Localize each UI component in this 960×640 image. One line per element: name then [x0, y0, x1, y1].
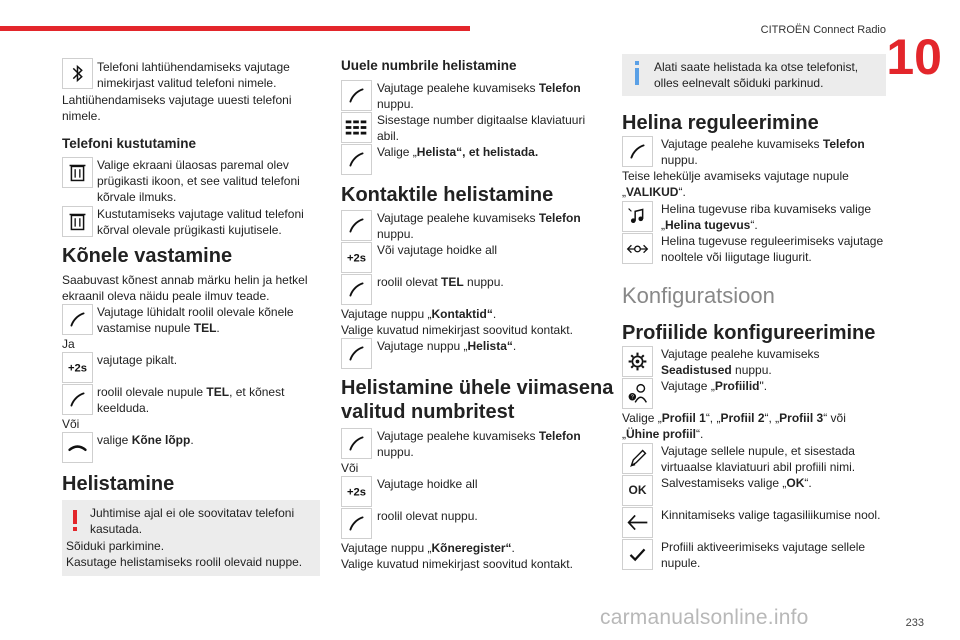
calling-heading: Helistamine — [62, 473, 175, 495]
new-number-heading: Uuele numbrile helistamine — [341, 58, 517, 73]
phone-handset-icon — [62, 384, 93, 415]
prof-para-1: Valige „Profiil 1“, „Profiil 2“, „Profiil 3“ või „Ühine profiil“. — [622, 411, 846, 441]
svg-text:+2s: +2s — [346, 252, 367, 265]
answer-text-1: Vajutage lühidalt roolil olevale kõnele vastamise nupule TEL. — [97, 305, 294, 335]
warning-line-3: Kasutage helistamiseks roolil olevaid nuppe. — [66, 555, 303, 569]
info-notice — [622, 54, 886, 96]
header-red-bar — [0, 26, 470, 31]
prof-text-1: Vajutage pealehe kuvamiseks Seadistused nuppu. — [661, 347, 820, 377]
chapter-number: 10 — [886, 29, 942, 85]
contact-para-1: Vajutage nuppu „Kontaktid“. — [341, 307, 497, 321]
recent-text-1: Vajutage pealehe kuvamiseks Telefon nuppu. — [377, 429, 581, 459]
answer-text-4: valige Kõne lõpp. — [97, 433, 194, 447]
contact-call-heading: Kontaktile helistamine — [341, 184, 554, 206]
delete-text-2: Kustutamiseks vajutage valitud telefoni kõrval olevale prügikasti kujutisele. — [97, 207, 304, 237]
answer-voi: Või — [62, 417, 80, 431]
recent-text-3: roolil olevat nuppu. — [377, 509, 478, 523]
recent-para-2: Valige kuvatud nimekirjast soovitud kontakt. — [341, 557, 573, 571]
new-text-1: Vajutage pealehe kuvamiseks Telefon nuppu. — [377, 81, 581, 111]
disconnect-text: Telefoni lahtiühendamiseks vajutage nimekirjast valitud telefoni nimele. — [97, 60, 290, 90]
delete-phone-heading: Telefoni kustutamine — [62, 136, 197, 151]
ring-text-2: Helina tugevuse riba kuvamiseks valige „Helina tugevus“. — [661, 202, 872, 232]
edit-pencil-icon — [622, 443, 653, 474]
gear-icon — [622, 346, 653, 377]
recent-call-heading-line-1: Helistamine ühele viimasena — [341, 377, 614, 399]
recent-text-2: Vajutage hoidke all — [377, 477, 478, 491]
disconnect-again-text: Lahtiühendamiseks vajutage uuesti telefoni nimele. — [62, 93, 292, 123]
svg-text:+2s: +2s — [346, 486, 367, 499]
answer-text-3: roolil olevale nupule TEL, et kõnest keelduda. — [97, 385, 285, 415]
new-text-2: Sisestage number digitaalse klaviatuuri abil. — [377, 113, 586, 143]
warning-line-2: Sõiduki parkimine. — [66, 539, 165, 553]
prof-text-5: Kinnitamiseks valige tagasiliikumise nool. — [661, 508, 881, 522]
info-text: Alati saate helistada ka otse telefonist, olles eelnevalt sõiduki parkinud. — [654, 60, 859, 90]
warning-notice — [62, 500, 320, 576]
checkmark-icon — [622, 539, 653, 570]
bluetooth-icon — [62, 58, 93, 89]
info-icon — [634, 61, 640, 85]
answer-call-heading: Kõnele vastamine — [62, 245, 233, 267]
ringtone-volume-icon — [622, 201, 653, 232]
ok-label: OK — [628, 483, 647, 497]
phone-handset-icon — [622, 136, 653, 167]
prof-text-3: Vajutage sellele nupule, et sisestada virtuaalse klaviatuuri abil profiili nimi. — [661, 444, 856, 474]
phone-handset-icon — [341, 210, 372, 241]
contact-para-2: Valige kuvatud nimekirjast soovitud kontakt. — [341, 323, 573, 337]
answer-intro: Saabuvast kõnest annab märku helin ja hetkel ekraanil oleva näidu peale ilmuv teade. — [62, 273, 308, 303]
recent-para-1: Vajutage nuppu „Kõneregister“. — [341, 541, 515, 555]
keypad-icon — [341, 112, 372, 143]
phone-handset-icon — [341, 144, 372, 175]
delete-text-1: Valige ekraani ülaosas paremal olev prügikasti ikoon, et see valitud telefoni kõrvale ilmuks. — [97, 158, 300, 204]
next-previous-button-icon — [341, 476, 372, 507]
hang-up-icon — [62, 432, 93, 463]
ring-para-1: Teise lehekülje avamiseks vajutage nupule „VALIKUD“. — [622, 169, 849, 199]
slider-arrows-icon — [622, 233, 653, 264]
profiles-icon — [622, 378, 653, 409]
phone-handset-icon — [341, 428, 372, 459]
contact-text-3: roolil olevat TEL nuppu. — [377, 275, 504, 289]
prof-text-4: Salvestamiseks valige „OK“. — [661, 476, 812, 490]
next-previous-button-icon — [341, 242, 372, 273]
recent-voi: Või — [341, 461, 359, 475]
ring-text-1: Vajutage pealehe kuvamiseks Telefon nuppu. — [661, 137, 865, 167]
prof-text-2: Vajutage „Profiilid". — [661, 379, 768, 393]
contact-text-2: Või vajutage hoidke all — [377, 243, 498, 257]
recent-call-heading-line-2: valitud numbritest — [341, 401, 515, 423]
warning-line-1: Juhtimise ajal ei ole soovitatav telefoni kasutada. — [90, 506, 295, 536]
phone-handset-icon — [341, 274, 372, 305]
new-text-3: Valige „Helista“, et helistada. — [377, 145, 539, 159]
phone-handset-icon — [341, 338, 372, 369]
svg-text:?: ? — [630, 394, 634, 401]
page-number: 233 — [905, 617, 924, 629]
profiles-heading: Profiilide konfigureerimine — [622, 322, 876, 344]
prof-text-6: Profiili aktiveerimiseks vajutage sellele nupule. — [661, 540, 866, 570]
trash-icon — [62, 206, 93, 237]
answer-text-2: vajutage pikalt. — [97, 353, 178, 367]
back-arrow-icon — [622, 507, 653, 538]
header-title: CITROËN Connect Radio — [760, 24, 886, 36]
ring-text-3: Helina tugevuse reguleerimiseks vajutage nooltele või liigutage liugurit. — [661, 234, 884, 264]
phone-handset-icon — [341, 508, 372, 539]
answer-ja: Ja — [62, 337, 75, 351]
configuration-heading: Konfiguratsioon — [622, 283, 775, 308]
svg-text:+2s: +2s — [67, 362, 88, 375]
watermark: carmanualsonline.info — [600, 606, 809, 629]
phone-handset-icon — [62, 304, 93, 335]
warning-icon — [72, 510, 78, 532]
trash-icon — [62, 157, 93, 188]
ringtone-heading: Helina reguleerimine — [622, 112, 819, 134]
contact-text-4: Vajutage nuppu „Helista“. — [377, 339, 517, 353]
contact-text-1: Vajutage pealehe kuvamiseks Telefon nuppu. — [377, 211, 581, 241]
phone-handset-icon — [341, 80, 372, 111]
ok-button-icon — [622, 475, 653, 506]
next-previous-button-icon — [62, 352, 93, 383]
